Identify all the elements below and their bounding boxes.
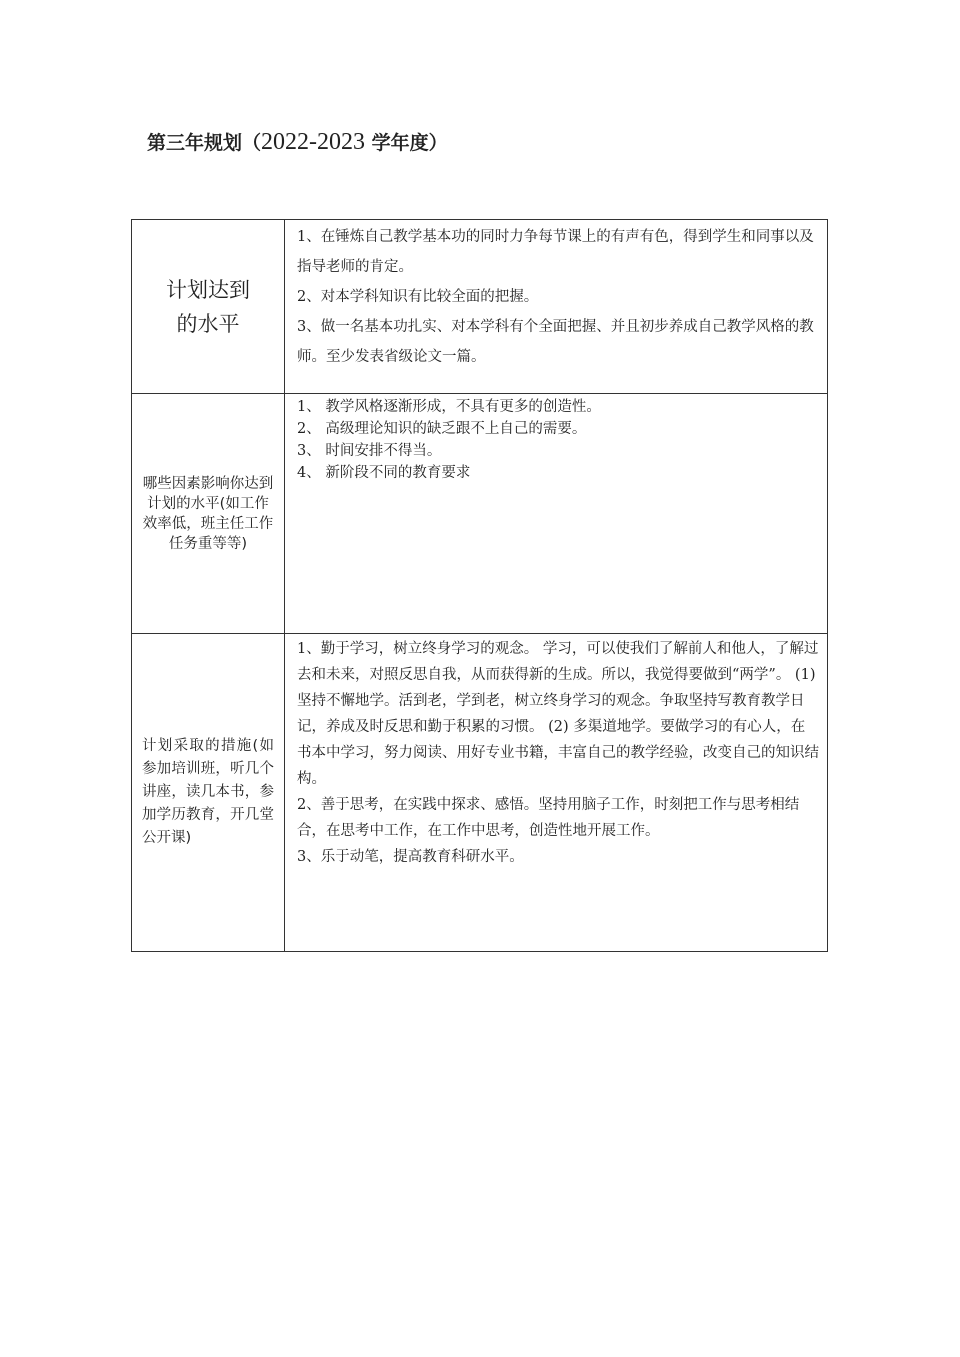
label-line: 的水平	[176, 311, 240, 336]
list-item: 1、在锤炼自己教学基本功的同时力争每节课上的有声有色，得到学生和同事以及指导老师的肯定。	[297, 229, 814, 275]
list-item: 3、做一名基本功扎实、对本学科有个全面把握、并且初步养成自己教学风格的教师。至少发表省级论文一篇。	[297, 319, 814, 365]
page-title	[147, 128, 448, 156]
row-label-measures-text: 计划采取的措施(如参加培训班，听几个讲座，读几本书，参加学历教育，开几堂公开课)	[142, 738, 274, 846]
list-item: 2、善于思考，在实践中探求、感悟。坚持用脑子工作，时刻把工作与思考相结合，在思考中工作，在工作中思考，创造性地开展工作。	[297, 797, 800, 839]
list-item: 4、 新阶段不同的教育要求	[297, 465, 471, 481]
row-label-target-level	[132, 220, 285, 394]
row-label-influencing-factors: 哪些因素影响你达到计划的水平(如工作效率低，班主任工作任务重等等)	[132, 394, 285, 634]
table-row-influencing-factors	[132, 394, 828, 634]
plan-table	[131, 219, 828, 952]
row-content-target-level	[285, 220, 828, 394]
title-years: 2022-2023	[261, 129, 366, 155]
title-suffix: 学年度）	[365, 132, 448, 154]
table-row-measures	[132, 634, 828, 952]
list-item: 1、勤于学习，树立终身学习的观念。 学习，可以使我们了解前人和他人，了解过去和未来，对照反思自我，从而获得新的生成。所以，我觉得要做到“两学”。 (1) 坚持不懈地学。活到老，学到老，树立终身学习的观念。争取坚持写教育教学日记，养成及时反思和勤于积累的习惯。 (2) 多渠道地学。要做学习的有心人，在书本中学习，努力阅读、用好专业书籍，丰富自己的教学经验，改变自己的知识结构。	[297, 641, 819, 787]
label-line: 计划达到	[166, 277, 250, 302]
row-content-measures	[285, 634, 828, 952]
row-content-influencing-factors	[285, 394, 828, 634]
list-item: 3、 时间安排不得当。	[297, 443, 442, 459]
list-item: 3、乐于动笔，提高教育科研水平。	[297, 849, 524, 865]
list-item: 2、对本学科知识有比较全面的把握。	[297, 289, 539, 305]
list-item: 1、 教学风格逐渐形成，不具有更多的创造性。	[297, 399, 601, 415]
row-label-measures	[132, 634, 285, 952]
list-item: 2、 高级理论知识的缺乏跟不上自己的需要。	[297, 421, 587, 437]
table-row-target-level	[132, 220, 828, 394]
title-prefix: 第三年规划（	[147, 132, 262, 154]
